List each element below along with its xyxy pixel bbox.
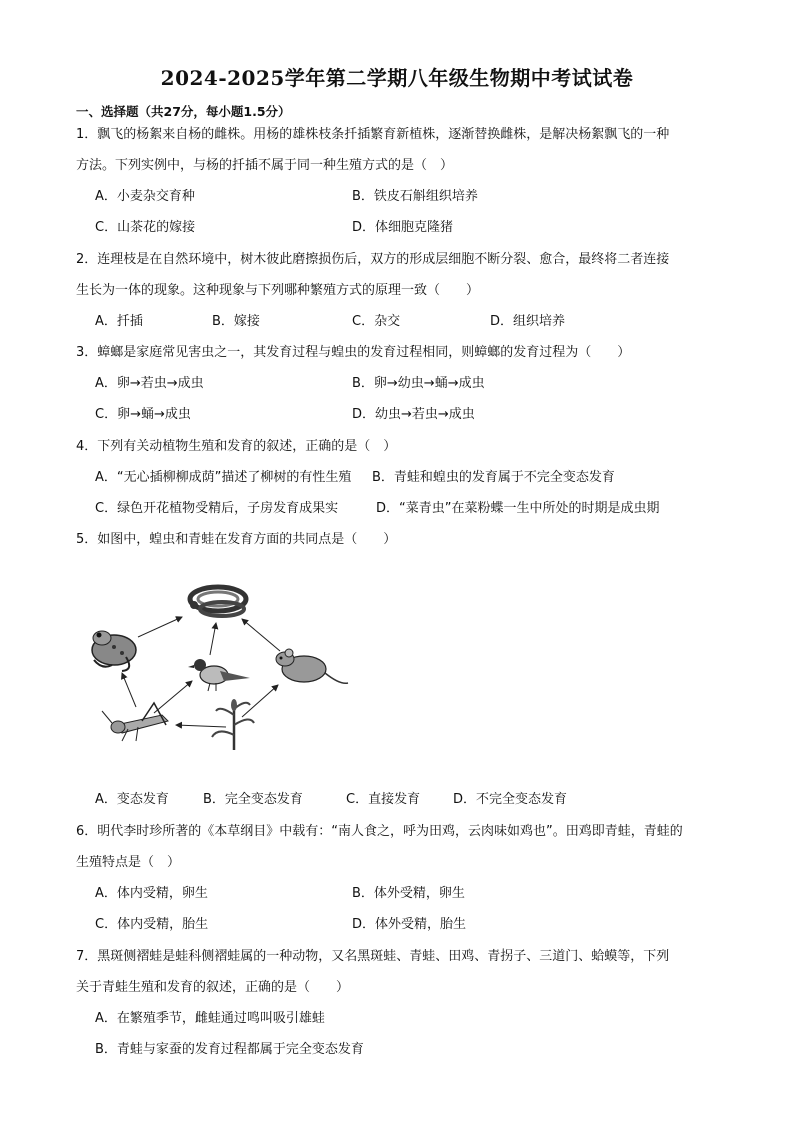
q4-option-c: C．绿色开花植物受精后，子房发育成果实 xyxy=(95,501,339,516)
q5-stem: 5．如图中，蝗虫和青蛙在发育方面的共同点是（ ） xyxy=(76,532,397,547)
q1-option-a: A．小麦杂交育种 xyxy=(95,189,195,204)
q7-option-b: B．青蛙与家蚕的发育过程都属于完全变态发育 xyxy=(95,1042,364,1057)
q6-option-b: B．体外受精，卵生 xyxy=(352,886,465,901)
q6-stem-line2: 生殖特点是（ ） xyxy=(76,855,181,870)
q6-option-c: C．体内受精，胎生 xyxy=(95,917,209,932)
q2-option-d: D．组织培养 xyxy=(490,314,566,329)
q1-stem-line2: 方法。下列实例中，与杨的扦插不属于同一种生殖方式的是（ ） xyxy=(76,158,454,173)
q5-option-b: B．完全变态发育 xyxy=(203,792,303,807)
exam-title: 2024-2025学年第二学期八年级生物期中考试试卷 xyxy=(160,66,634,90)
snake-icon xyxy=(190,587,246,616)
q7-option-a: A．在繁殖季节，雌蛙通过鸣叫吸引雄蛙 xyxy=(95,1011,325,1026)
q2-option-b: B．嫁接 xyxy=(212,314,260,329)
q4-option-d: D．“菜青虫”在菜粉蝶一生中所处的时期是成虫期 xyxy=(376,501,660,516)
q5-option-a: A．变态发育 xyxy=(95,792,169,807)
q1-option-d: D．体细胞克隆猪 xyxy=(352,220,454,235)
q1-option-c: C．山茶花的嫁接 xyxy=(95,220,196,235)
q3-option-a: A．卵→若虫→成虫 xyxy=(95,376,204,391)
q5-option-c: C．直接发育 xyxy=(346,792,421,807)
q3-option-d: D．幼虫→若虫→成虫 xyxy=(352,407,475,422)
q3-option-b: B．卵→幼虫→蛹→成虫 xyxy=(352,376,485,391)
q2-stem-line1: 2．连理枝是在自然环境中，树木彼此磨擦损伤后，双方的形成层细胞不断分裂、愈合，最终将二者连接 xyxy=(76,252,670,267)
q2-option-c: C．杂交 xyxy=(352,314,401,329)
q4-stem: 4．下列有关动植物生殖和发育的叙述，正确的是（ ） xyxy=(76,439,397,454)
q2-option-a: A．扦插 xyxy=(95,314,143,329)
q3-stem: 3．蟑螂是家庭常见害虫之一，其发育过程与蝗虫的发育过程相同，则蟑螂的发育过程为（ ） xyxy=(76,345,631,360)
q4-option-a: A．“无心插柳柳成荫”描述了柳树的有性生殖 xyxy=(95,470,352,485)
q7-stem-line2: 关于青蛙生殖和发育的叙述，正确的是（ ） xyxy=(76,980,350,995)
grass-icon xyxy=(212,699,254,750)
q1-stem-line1: 1．飘飞的杨絮来自杨的雌株。用杨的雄株枝条扦插繁育新植株，逐渐替换雌株，是解决杨絮飘飞的一种 xyxy=(76,127,670,142)
grasshopper-icon xyxy=(102,703,168,741)
q1-option-b: B．铁皮石斛组织培养 xyxy=(352,189,478,204)
frog-icon xyxy=(92,631,136,671)
q4-option-b: B．青蛙和蝗虫的发育属于不完全变态发育 xyxy=(372,470,615,485)
food-web-figure xyxy=(82,575,352,750)
q2-stem-line2: 生长为一体的现象。这种现象与下列哪种繁殖方式的原理一致（ ） xyxy=(76,283,480,298)
bird-icon xyxy=(188,659,250,691)
q6-option-a: A．体内受精，卵生 xyxy=(95,886,208,901)
q5-option-d: D．不完全变态发育 xyxy=(453,792,568,807)
section-heading: 一、选择题（共27分，每小题1.5分） xyxy=(76,104,291,119)
q3-option-c: C．卵→蛹→成虫 xyxy=(95,407,191,422)
q6-stem-line1: 6．明代李时珍所著的《本草纲目》中载有：“南人食之，呼为田鸡，云肉味如鸡也”。田鸡即青蛙，青蛙的 xyxy=(76,824,683,839)
mouse-icon xyxy=(276,649,348,683)
q7-stem-line1: 7．黑斑侧褶蛙是蛙科侧褶蛙属的一种动物，又名黑斑蛙、青蛙、田鸡、青拐子、三道门、蛤蟆等，下列 xyxy=(76,949,670,964)
q6-option-d: D．体外受精，胎生 xyxy=(352,917,467,932)
